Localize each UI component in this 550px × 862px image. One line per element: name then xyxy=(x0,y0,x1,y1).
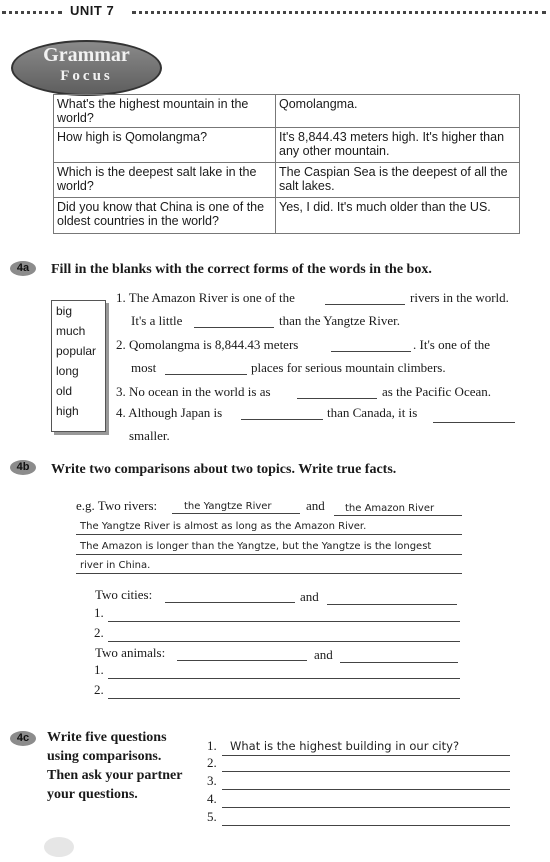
word-box-item: popular xyxy=(56,344,97,358)
example-and: and xyxy=(306,498,325,513)
item-1-text: 1. The Amazon River is one of the xyxy=(116,290,295,305)
word-box xyxy=(51,300,106,432)
item-1-text-end: rivers in the world. xyxy=(410,290,509,305)
item-2-text-2: most xyxy=(131,360,157,375)
question-line-1[interactable] xyxy=(222,755,510,756)
question-num-3: 3. xyxy=(207,773,217,788)
animal-1-blank[interactable] xyxy=(177,660,307,661)
animals-num-1: 1. xyxy=(94,662,104,677)
section-marker-4b: 4b xyxy=(10,460,36,475)
cities-answer-2[interactable] xyxy=(108,641,460,642)
unit-title: UNIT 7 xyxy=(70,3,115,18)
blank-1b[interactable] xyxy=(194,327,274,328)
question-line-5[interactable] xyxy=(222,825,510,826)
blank-4b[interactable] xyxy=(433,422,515,423)
city-1-blank[interactable] xyxy=(165,602,295,603)
instruction-4a: Fill in the blanks with the correct forms of the words in the box. xyxy=(51,262,432,277)
cities-and: and xyxy=(300,589,319,604)
header-dots-left xyxy=(2,11,62,14)
example-sentence-2: The Amazon is longer than the Yangtze, but the Yangtze is the longest xyxy=(80,541,432,552)
item-2-text-end: . It's one of the xyxy=(413,337,491,352)
word-box-item: high xyxy=(56,404,79,418)
badge-title: Grammar xyxy=(43,44,130,66)
word-box-item: old xyxy=(56,384,73,398)
table-cell-answer: Yes, I did. It's much older than the US. xyxy=(276,198,520,234)
cities-num-2: 2. xyxy=(94,625,104,640)
blank-1a[interactable] xyxy=(325,304,405,305)
table-cell-answer: It's 8,844.43 meters high. It's higher than any other mountain. xyxy=(276,128,520,163)
item-2-text: 2. Qomolangma is 8,844.43 meters xyxy=(116,337,299,352)
word-box-item: long xyxy=(56,364,79,378)
question-line-3[interactable] xyxy=(222,789,510,790)
animals-and: and xyxy=(314,647,333,662)
table-cell-answer: Qomolangma. xyxy=(276,95,520,128)
example-label: e.g. Two rivers: xyxy=(76,498,158,513)
example-line-1 xyxy=(76,534,462,535)
table-row xyxy=(54,128,520,163)
grammar-focus-badge xyxy=(11,40,162,96)
header-dots-right xyxy=(132,11,546,14)
item-4-text-mid: than Canada, it is xyxy=(327,405,418,420)
table-cell-question: How high is Qomolangma? xyxy=(54,128,276,163)
table-row xyxy=(54,163,520,198)
section-marker-4a: 4a xyxy=(10,261,36,276)
table-cell-question: Which is the deepest salt lake in the world? xyxy=(54,163,276,198)
instruction-4b: Write two comparisons about two topics. Write true facts. xyxy=(51,462,397,477)
example-topic-1: the Yangtze River xyxy=(184,501,272,512)
item-3-text-end: as the Pacific Ocean. xyxy=(382,384,492,399)
item-3-text: 3. No ocean in the world is as xyxy=(116,384,271,399)
question-num-1: 1. xyxy=(207,738,217,753)
section-marker-4c: 4c xyxy=(10,731,36,746)
instruction-4c-line-2: using comparisons. xyxy=(47,749,162,764)
animals-answer-1[interactable] xyxy=(108,678,460,679)
table-cell-question: Did you know that China is one of the oldest countries in the world? xyxy=(54,198,276,234)
word-box-item: big xyxy=(56,304,73,318)
example-sentence-1: The Yangtze River is almost as long as the Amazon River. xyxy=(80,521,367,532)
example-line-3 xyxy=(76,573,462,574)
example-topic-2-line xyxy=(334,515,462,516)
item-1-text-2: It's a little xyxy=(131,313,183,328)
blank-2b[interactable] xyxy=(165,374,247,375)
question-num-2: 2. xyxy=(207,755,217,770)
item-4-text-end: smaller. xyxy=(129,428,170,443)
animals-num-2: 2. xyxy=(94,682,104,697)
blank-3[interactable] xyxy=(297,398,377,399)
table-row xyxy=(54,198,520,234)
badge-subtitle: Focus xyxy=(60,68,113,84)
animals-label: Two animals: xyxy=(95,645,166,660)
cities-num-1: 1. xyxy=(94,605,104,620)
question-line-4[interactable] xyxy=(222,807,510,808)
animals-answer-2[interactable] xyxy=(108,698,460,699)
table-cell-question: What's the highest mountain in the world? xyxy=(54,95,276,128)
word-box-item: much xyxy=(56,324,86,338)
question-answer-1: What is the highest building in our city? xyxy=(230,739,460,753)
example-topic-1-line xyxy=(172,513,300,514)
blank-2a[interactable] xyxy=(331,351,411,352)
instruction-4c-line-4: your questions. xyxy=(47,787,138,802)
blank-4a[interactable] xyxy=(241,419,323,420)
item-4-text: 4. Although Japan is xyxy=(116,405,223,420)
cities-answer-1[interactable] xyxy=(108,621,460,622)
table-cell-answer: The Caspian Sea is the deepest of all the salt lakes. xyxy=(276,163,520,198)
instruction-4c-line-1: Write five questions xyxy=(47,730,167,745)
question-num-5: 5. xyxy=(207,809,217,824)
grammar-focus-table xyxy=(53,94,520,234)
instruction-4c-line-3: Then ask your partner xyxy=(47,768,183,783)
cities-label: Two cities: xyxy=(95,587,153,602)
city-2-blank[interactable] xyxy=(327,604,457,605)
item-2-text-3: places for serious mountain climbers. xyxy=(251,360,446,375)
question-num-4: 4. xyxy=(207,791,217,806)
page-number-badge xyxy=(44,837,74,857)
question-line-2[interactable] xyxy=(222,771,510,772)
item-1-text-3: than the Yangtze River. xyxy=(279,313,400,328)
example-sentence-3: river in China. xyxy=(80,560,151,571)
table-row xyxy=(54,95,520,128)
animal-2-blank[interactable] xyxy=(340,662,458,663)
example-line-2 xyxy=(76,554,462,555)
example-topic-2: the Amazon River xyxy=(345,503,435,514)
